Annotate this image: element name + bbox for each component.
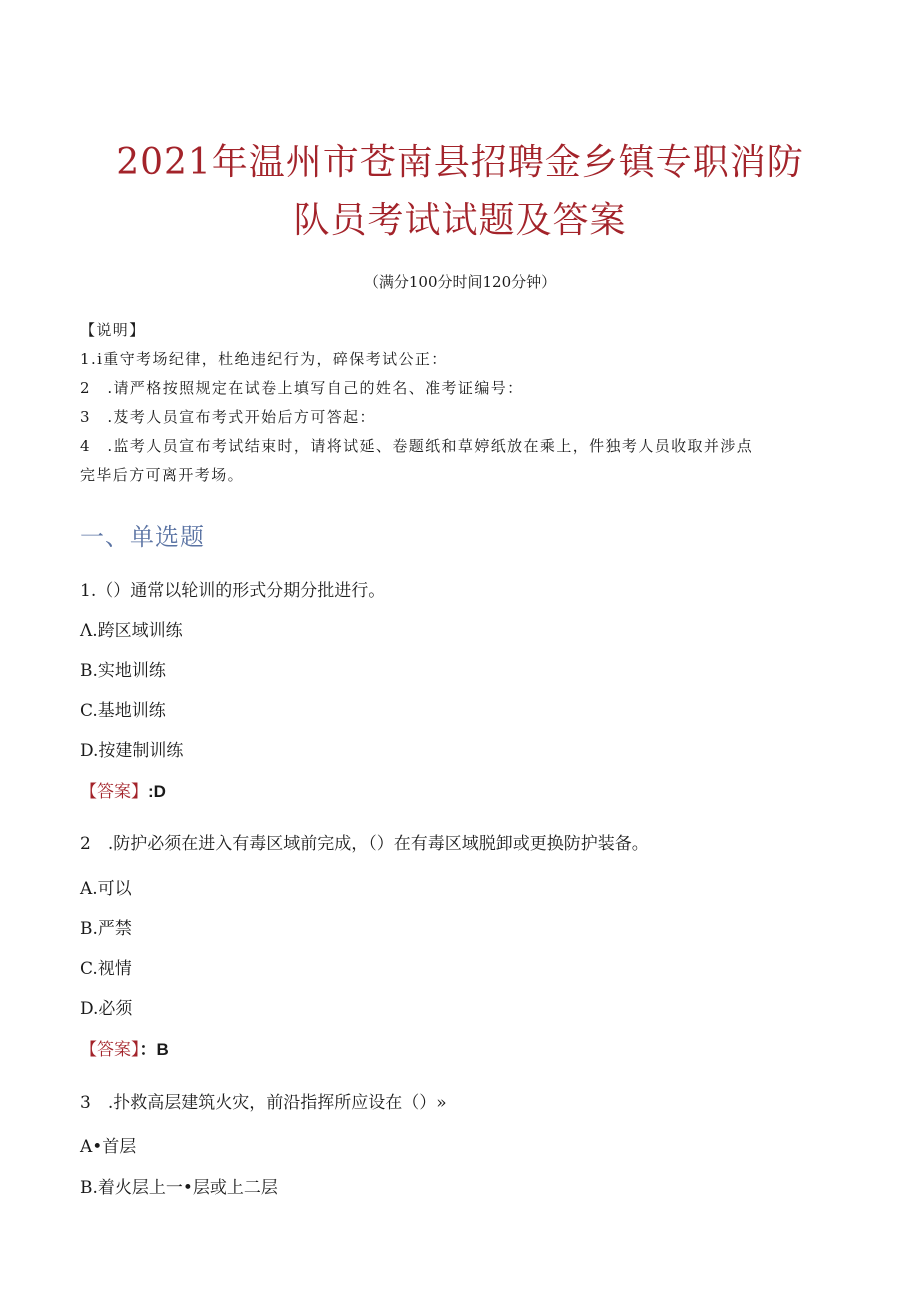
answer-option: A•首层 <box>80 1137 137 1157</box>
score-time-subtitle: （满分100分时间120分钟） <box>363 273 557 291</box>
instructions-block <box>80 316 840 490</box>
document-title-line-2: 队员考试试题及答案 <box>293 200 627 241</box>
answer-option: A.可以 <box>80 879 132 899</box>
answer-option: D.必须 <box>80 999 133 1019</box>
section-heading: 一、单选题 <box>80 523 205 551</box>
question-stem: 3 .扑救高层建筑火灾，前沿指挥所应设在（）» <box>80 1093 447 1113</box>
document-title-line-1: 2021年温州市苍南县招聘金乡镇专职消防 <box>116 142 804 183</box>
instructions-heading: 【说明】 <box>80 321 146 339</box>
answer-option: B.严禁 <box>80 919 132 939</box>
instruction-item: 3 .芨考人员宣布考式开始后方可答起： <box>80 408 376 426</box>
answer-key-label: 【答案】 <box>80 1040 140 1060</box>
answer-key <box>80 779 166 805</box>
question-stem: 1.（）通常以轮训的形式分期分批进行。 <box>80 581 386 601</box>
answer-option: Λ.跨区域训练 <box>80 621 183 641</box>
answer-option: D.按建制训练 <box>80 741 184 761</box>
instruction-item: 2 .请严格按照规定在试卷上填写自己的姓名、准考证编号： <box>80 379 524 397</box>
answer-option: B.着火层上一•层或上二层 <box>80 1178 278 1198</box>
answer-key-value: :D <box>148 782 166 801</box>
instruction-item: 4 .监考人员宣布考试结束时，请将试延、卷题纸和草婷纸放在乘上，件独考人员收取并涉点 <box>80 437 754 455</box>
answer-key-label: 【答案】 <box>80 782 148 802</box>
answer-option: B.实地训练 <box>80 661 166 681</box>
answer-option: C.基地训练 <box>80 701 166 721</box>
answer-option: C.视情 <box>80 959 132 979</box>
question-stem: 2 .防护必须在进入有毒区域前完成，（）在有毒区域脱卸或更换防护装备。 <box>80 834 649 854</box>
instruction-item: 完毕后方可离开考场。 <box>80 466 245 484</box>
instruction-item: 1.i重守考场纪律，杜绝违纪行为，碎保考试公正： <box>80 350 448 368</box>
answer-key <box>80 1037 169 1063</box>
answer-key-value: ：B <box>139 1040 169 1059</box>
